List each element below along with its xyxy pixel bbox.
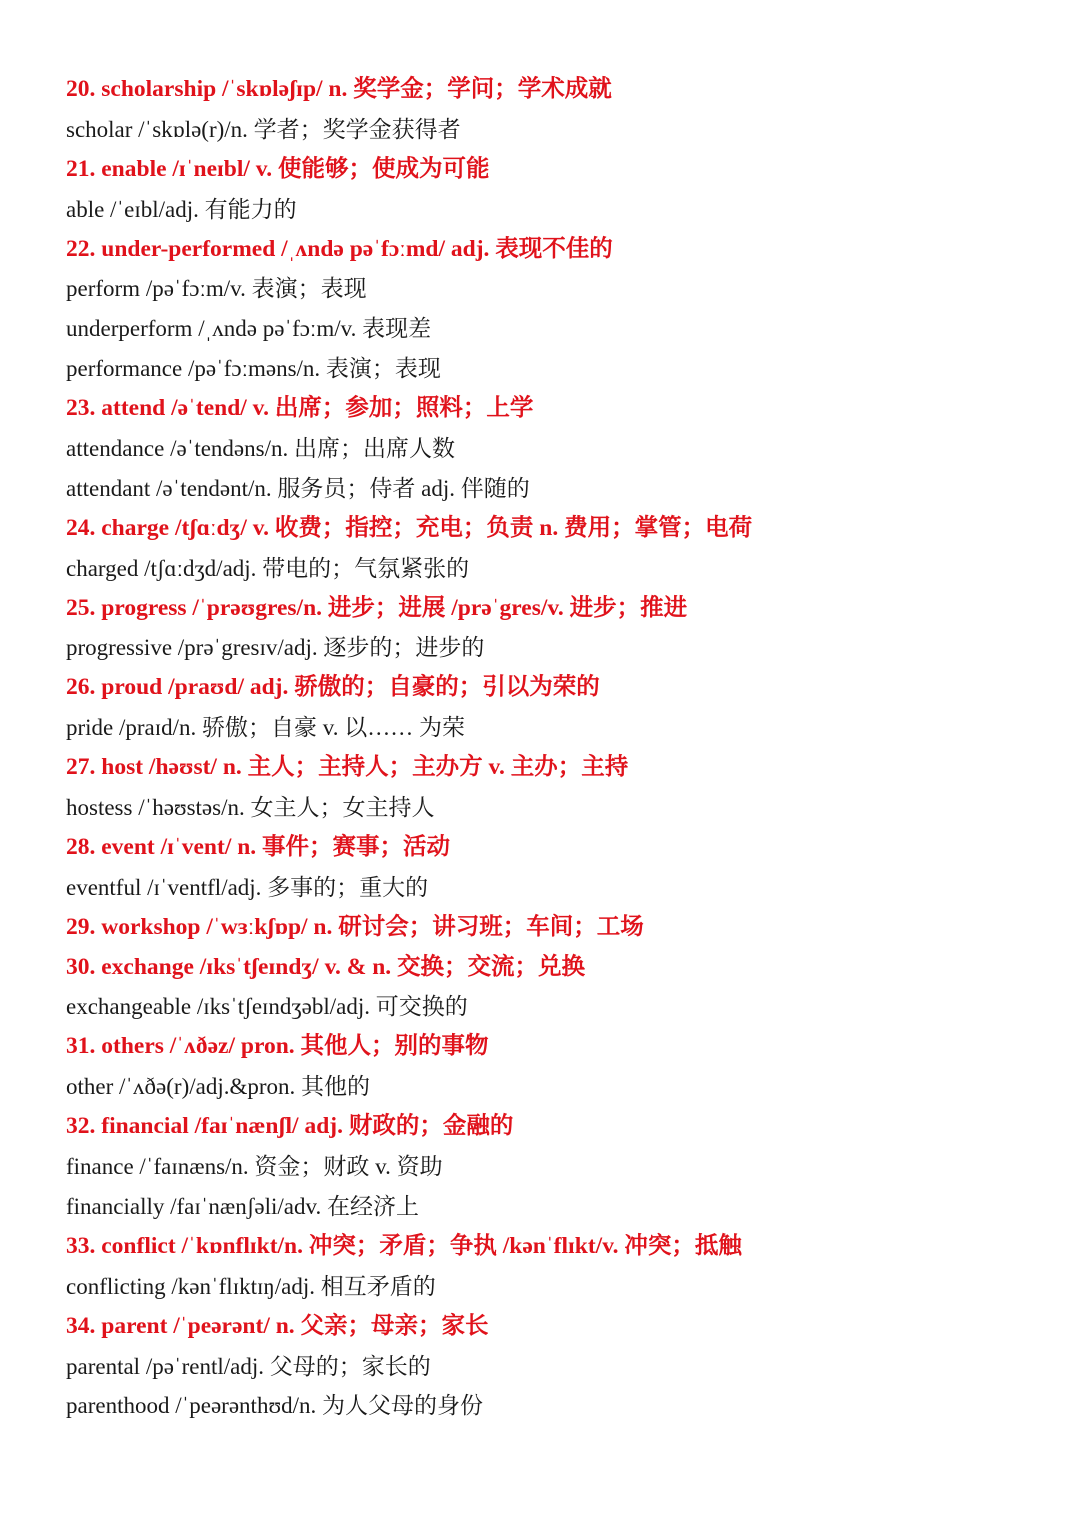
related-word: attendant /əˈtendənt/n. 服务员；侍者 adj. 伴随的 xyxy=(66,475,530,501)
related-word: performance /pəˈfɔːməns/n. 表演；表现 xyxy=(66,356,441,382)
related-word: parenthood /ˈpeərənthʊd/n. 为人父母的身份 xyxy=(66,1393,483,1419)
entry-headword: 22. under-performed /ˌʌndə pəˈfɔːmd/ adj. 表现不佳的 xyxy=(66,235,613,262)
entry-headword: 24. charge /tʃɑːdʒ/ v. 收费；指控；充电；负责 n. 费用；掌管；电荷 xyxy=(66,514,753,541)
related-word: pride /praɪd/n. 骄傲；自豪 v. 以…… 为荣 xyxy=(66,715,466,741)
related-word: scholar /ˈskɒlə(r)/n. 学者；奖学金获得者 xyxy=(66,116,461,142)
entry-headword: 28. event /ɪˈvent/ n. 事件；赛事；活动 xyxy=(66,833,451,860)
related-word: hostess /ˈhəʊstəs/n. 女主人；女主持人 xyxy=(66,795,435,821)
related-word: financially /faɪˈnænʃəli/adv. 在经济上 xyxy=(66,1193,419,1219)
related-word: conflicting /kənˈflɪktɪŋ/adj. 相互矛盾的 xyxy=(66,1273,436,1299)
entry-headword: 33. conflict /ˈkɒnflɪkt/n. 冲突；矛盾；争执 /kənˈflɪkt/v. 冲突；抵触 xyxy=(66,1232,742,1259)
entry-headword: 27. host /həʊst/ n. 主人；主持人；主办方 v. 主办；主持 xyxy=(66,754,629,781)
related-word: eventful /ɪˈventfl/adj. 多事的；重大的 xyxy=(66,874,429,900)
entry-headword: 26. proud /praʊd/ adj. 骄傲的；自豪的；引以为荣的 xyxy=(66,674,600,701)
entry-headword: 34. parent /ˈpeərənt/ n. 父亲；母亲；家长 xyxy=(66,1312,489,1339)
related-word: underperform /ˌʌndə pəˈfɔːm/v. 表现差 xyxy=(66,316,432,342)
entry-headword: 25. progress /ˈprəʊgres/n. 进步；进展 /prəˈgres/v. 进步；推进 xyxy=(66,594,688,621)
entry-headword: 31. others /ˈʌðəz/ pron. 其他人；别的事物 xyxy=(66,1033,489,1060)
entry-headword: 23. attend /əˈtend/ v. 出席；参加；照料；上学 xyxy=(66,395,534,422)
entry-headword: 20. scholarship /ˈskɒləʃɪp/ n. 奖学金；学问；学术成就 xyxy=(66,76,612,102)
related-word: finance /ˈfaɪnæns/n. 资金；财政 v. 资助 xyxy=(66,1154,443,1180)
related-word: parental /pəˈrentl/adj. 父母的；家长的 xyxy=(66,1353,431,1379)
entry-headword: 30. exchange /ɪksˈtʃeɪndʒ/ v. & n. 交换；交流；兑换 xyxy=(66,953,586,980)
related-word: attendance /əˈtendəns/n. 出席；出席人数 xyxy=(66,436,455,462)
related-word: progressive /prəˈgresɪv/adj. 逐步的；进步的 xyxy=(66,635,485,661)
related-word: able /ˈeɪbl/adj. 有能力的 xyxy=(66,196,297,222)
entry-headword: 29. workshop /ˈwɜːkʃɒp/ n. 研讨会；讲习班；车间；工场 xyxy=(66,913,644,940)
related-word: charged /tʃɑːdʒd/adj. 带电的；气氛紧张的 xyxy=(66,555,470,581)
related-word: perform /pəˈfɔːm/v. 表演；表现 xyxy=(66,276,367,302)
entry-headword: 32. financial /faɪˈnænʃl/ adj. 财政的；金融的 xyxy=(66,1113,514,1140)
related-word: exchangeable /ɪksˈtʃeɪndʒəbl/adj. 可交换的 xyxy=(66,994,468,1020)
related-word: other /ˈʌðə(r)/adj.&pron. 其他的 xyxy=(66,1074,371,1100)
entry-headword: 21. enable /ɪˈneɪbl/ v. 使能够；使成为可能 xyxy=(66,155,490,182)
